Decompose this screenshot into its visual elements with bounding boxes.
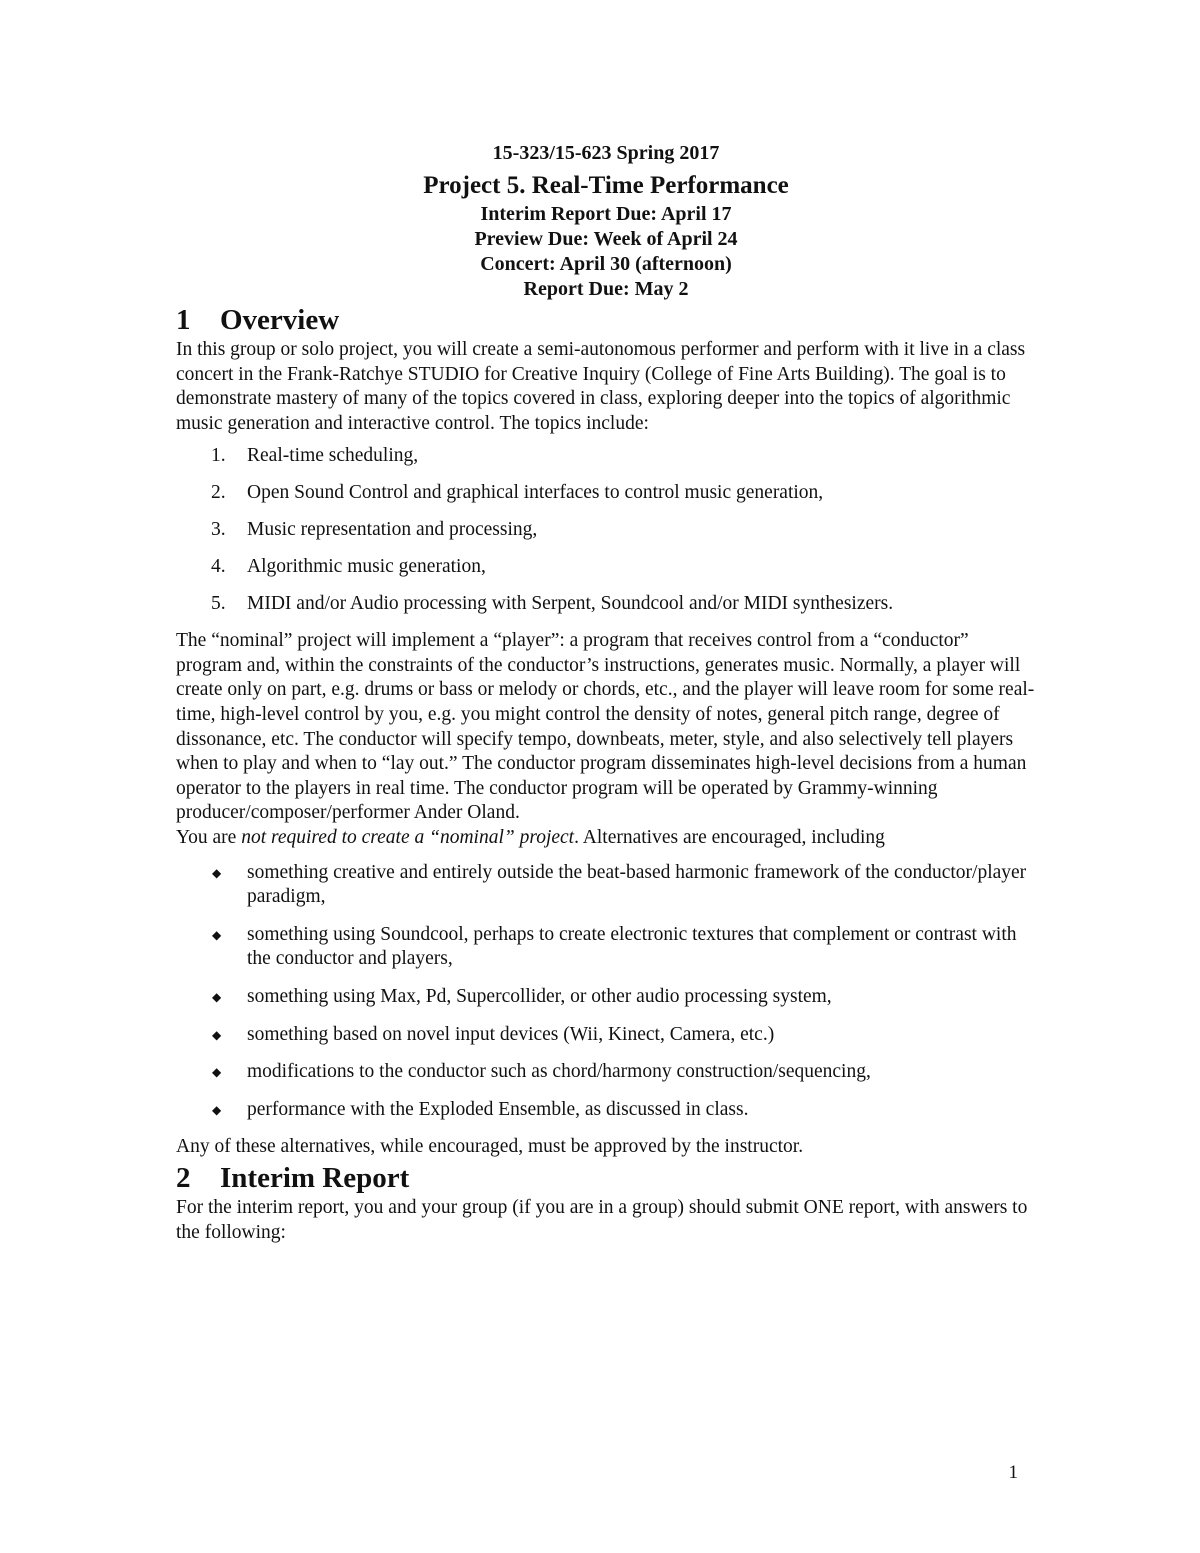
list-item — [176, 923, 1036, 972]
alt-intro-start: You are — [176, 827, 242, 849]
nominal-project-paragraph: The “nominal” project will implement a “player”: a program that receives control from a “conductor” program and, within the constraints of the conductor’s instructions, generates music. Normally, a player will create only on part, e.g. drums or bass or melody or chords, etc., and the player will leave room for some real-time, high-level control by you, e.g. you might control the density of notes, general pitch range, degree of dissonance, etc. The conductor will specify tempo, downbeats, meter, style, and also selectively tell players when to play and when to “lay out.” The conductor program disseminates high-level decisions from a human operator to the players in real time. The conductor program will be operated by Grammy-winning producer/composer/performer Ander Oland. — [176, 630, 1035, 824]
list-number: 1. — [211, 445, 226, 467]
list-text: something using Max, Pd, Supercollider, or other audio processing system, — [247, 986, 832, 1008]
list-number: 3. — [211, 519, 226, 541]
bullet-diamond-icon: ◆ — [212, 1027, 222, 1042]
bullet-diamond-icon: ◆ — [212, 865, 222, 880]
list-text: modifications to the conductor such as chord/harmony construction/sequencing, — [247, 1061, 871, 1083]
due-date-preview: Preview Due: Week of April 24 — [474, 228, 738, 250]
list-text: MIDI and/or Audio processing with Serpent, Soundcool and/or MIDI synthesizers. — [247, 593, 894, 615]
section-number: 2 — [176, 1161, 191, 1194]
course-line: 15-323/15-623 Spring 2017 — [492, 142, 720, 164]
section-heading-overview — [176, 302, 1036, 338]
list-text: something using Soundcool, perhaps to create electronic textures that complement or contrast with the conductor and players, — [247, 923, 1017, 970]
list-number: 4. — [211, 556, 226, 578]
list-item — [176, 555, 1036, 580]
bullet-diamond-icon: ◆ — [212, 1102, 222, 1117]
section-heading-interim-report — [176, 1160, 1036, 1196]
list-text: Music representation and processing, — [247, 519, 538, 541]
list-item — [176, 861, 1036, 910]
list-item — [176, 1060, 1036, 1085]
due-date-report: Report Due: May 2 — [523, 278, 689, 300]
bullet-diamond-icon: ◆ — [212, 990, 222, 1005]
list-number: 5. — [211, 593, 226, 615]
document-page — [176, 140, 1036, 1245]
list-text: Algorithmic music generation, — [247, 556, 486, 578]
bullet-diamond-icon: ◆ — [212, 927, 222, 942]
alternatives-intro — [176, 826, 1036, 851]
list-item — [176, 1098, 1036, 1123]
alternatives-approval-note: Any of these alternatives, while encouraged, must be approved by the instructor. — [176, 1136, 804, 1158]
alt-intro-end: . Alternatives are encouraged, including — [574, 827, 885, 849]
alt-intro-emphasis: not required to create a “nominal” project — [241, 827, 575, 849]
list-text: performance with the Exploded Ensemble, as discussed in class. — [247, 1098, 749, 1120]
list-text: something creative and entirely outside the beat-based harmonic framework of the conductor/player paradigm, — [247, 861, 1027, 908]
list-item — [176, 1023, 1036, 1048]
list-number: 2. — [211, 482, 226, 504]
list-item — [176, 592, 1036, 617]
document-header — [176, 140, 1036, 302]
due-date-interim: Interim Report Due: April 17 — [480, 203, 732, 225]
list-item — [176, 985, 1036, 1010]
list-item — [176, 444, 1036, 469]
section-number: 1 — [176, 304, 191, 336]
list-item — [176, 518, 1036, 543]
due-date-concert: Concert: April 30 (afternoon) — [480, 253, 732, 275]
overview-paragraph: In this group or solo project, you will create a semi-autonomous performer and perform with it live in a class concert in the Frank-Ratchye STUDIO for Creative Inquiry (College of Fine Arts Building). The goal is to demonstrate mastery of many of the topics covered in class, exploring deeper into the topics of algorithmic music generation and interactive control. The topics include: — [176, 339, 1026, 434]
page-number: 1 — [1008, 1462, 1018, 1483]
bullet-diamond-icon: ◆ — [212, 1065, 222, 1080]
list-item — [176, 481, 1036, 506]
alternatives-list — [176, 861, 1036, 1123]
section-title: Overview — [220, 304, 340, 336]
project-title: Project 5. Real-Time Performance — [423, 172, 789, 199]
interim-report-paragraph: For the interim report, you and your group (if you are in a group) should submit ONE report, with answers to the following: — [176, 1196, 1028, 1243]
list-text: something based on novel input devices (Wii, Kinect, Camera, etc.) — [247, 1023, 775, 1045]
list-text: Real-time scheduling, — [247, 445, 419, 467]
topics-list — [176, 444, 1036, 617]
section-title: Interim Report — [220, 1161, 410, 1194]
list-text: Open Sound Control and graphical interfaces to control music generation, — [247, 482, 824, 504]
